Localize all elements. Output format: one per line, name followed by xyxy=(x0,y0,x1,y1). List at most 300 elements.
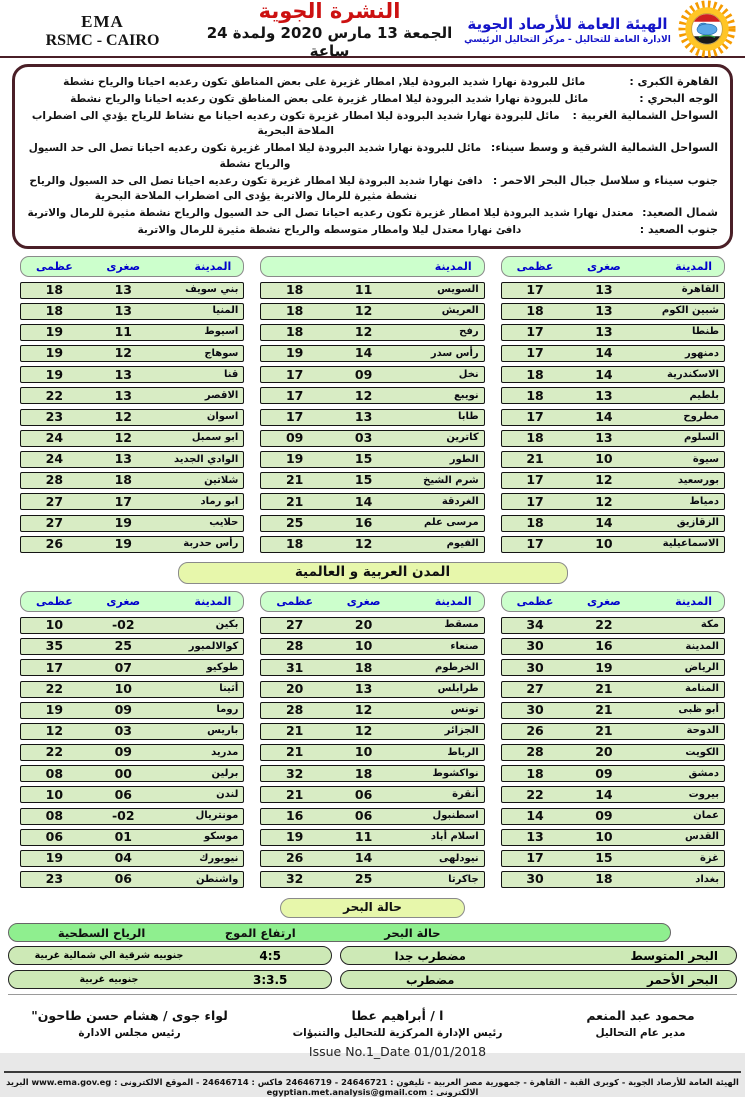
table-row xyxy=(501,366,725,383)
sea-state-banner: حالة البحر xyxy=(280,898,465,918)
max-temp-cell: 17 xyxy=(526,345,544,361)
city-name-cell: الرباط xyxy=(447,746,479,758)
max-temp-cell: 17 xyxy=(45,659,64,675)
table-row xyxy=(501,765,725,782)
org-dept-arabic: الادارة العامة للتحاليل - مركز التحاليل الرئيسي xyxy=(464,34,671,45)
min-temp-cell: 12 xyxy=(114,408,132,424)
city-name-cell: ابو رماد xyxy=(200,495,239,507)
signature-title: رئيس مجلس الادارة xyxy=(78,1026,181,1039)
header-city-label: المدينة xyxy=(675,259,712,273)
min-temp-cell: 06 xyxy=(354,807,373,823)
max-temp-cell: 19 xyxy=(45,366,64,382)
org-right-block xyxy=(464,0,739,58)
min-temp-cell: 06 xyxy=(354,786,373,802)
table-row xyxy=(20,659,244,676)
min-temp-cell: 18 xyxy=(595,871,613,887)
table-row xyxy=(501,659,725,676)
max-temp-cell: 19 xyxy=(285,345,304,361)
min-temp-cell: 14 xyxy=(354,345,373,361)
table-row xyxy=(20,765,244,782)
sea-state-header: حالة البحر xyxy=(384,925,441,940)
table-row xyxy=(501,430,725,447)
table-row xyxy=(20,451,244,468)
region-label: القاهرة الكبرى : xyxy=(629,75,718,88)
header-city-label: المدينة xyxy=(434,594,472,608)
city-name-cell: الطور xyxy=(449,453,479,465)
sea-wind-header: الرياح السطحية xyxy=(57,925,146,940)
table-row xyxy=(501,786,725,803)
table-row xyxy=(260,808,484,825)
max-temp-cell: 17 xyxy=(526,324,544,340)
city-name-cell: الوادي الجديد xyxy=(173,453,239,465)
table-row xyxy=(260,345,484,362)
signature-name: محمود عبد المنعم xyxy=(586,1008,695,1024)
max-temp-cell: 26 xyxy=(285,850,304,866)
min-temp-cell: 18 xyxy=(354,765,373,781)
city-table xyxy=(260,256,484,557)
min-temp-cell: 13 xyxy=(114,302,132,318)
table-row xyxy=(260,829,484,846)
table-row xyxy=(20,681,244,698)
city-name-cell: الرياض xyxy=(684,661,719,673)
table-row xyxy=(260,493,484,510)
min-temp-cell: 10 xyxy=(354,744,373,760)
min-temp-cell: 12 xyxy=(354,701,373,717)
city-name-cell: بلطيم xyxy=(689,389,719,401)
city-name-cell: لندن xyxy=(216,788,239,800)
min-temp-cell: 25 xyxy=(354,871,373,887)
header-city-label: المدينة xyxy=(675,594,712,608)
table-row xyxy=(260,472,484,489)
city-name-cell: بكين xyxy=(215,619,239,631)
table-row xyxy=(20,536,244,553)
table-row xyxy=(260,282,484,299)
table-row xyxy=(260,617,484,634)
city-name-cell: الجزائر xyxy=(444,725,479,737)
max-temp-cell: 08 xyxy=(45,807,64,823)
max-temp-cell: 10 xyxy=(45,786,64,802)
forecast-region-row xyxy=(27,223,718,239)
city-name-cell: واشنطن xyxy=(196,873,239,885)
city-name-cell: أثينا xyxy=(219,683,239,694)
max-temp-cell: 25 xyxy=(285,514,304,530)
table-row xyxy=(20,744,244,761)
city-name-cell: القاهرة xyxy=(681,284,719,295)
max-temp-cell: 18 xyxy=(526,514,544,530)
min-temp-cell: 14 xyxy=(595,514,613,530)
city-name-cell: نويبع xyxy=(453,389,479,401)
table-row xyxy=(501,515,725,532)
min-temp-cell: 13 xyxy=(354,680,373,696)
min-temp-cell: 17 xyxy=(114,493,132,509)
table-row xyxy=(501,282,725,299)
city-name-cell: القدس xyxy=(685,831,719,843)
svg-text:EMA: EMA xyxy=(701,17,713,23)
max-temp-cell: 17 xyxy=(285,387,304,403)
city-name-cell: السويس xyxy=(437,284,479,295)
city-name-cell: قنا xyxy=(223,368,239,380)
city-name-cell: نواكشوط xyxy=(432,767,479,779)
min-temp-cell: 14 xyxy=(354,850,373,866)
header-city-label: المدينة xyxy=(194,594,232,608)
table-row xyxy=(501,871,725,888)
min-temp-cell: 13 xyxy=(595,387,613,403)
header-min-label: صغرى xyxy=(106,259,141,273)
city-name-cell: روما xyxy=(216,704,239,716)
city-name-cell: المدينة xyxy=(685,640,719,652)
signatures xyxy=(8,994,737,1060)
max-temp-cell: 17 xyxy=(285,366,304,382)
min-temp-cell: 09 xyxy=(595,807,613,823)
header-min-label: صغرى xyxy=(346,594,381,608)
max-temp-cell: 30 xyxy=(526,638,544,654)
min-temp-cell: 21 xyxy=(595,701,613,717)
forecast-region-row xyxy=(27,141,718,173)
table-row xyxy=(501,808,725,825)
min-temp-cell: 13 xyxy=(354,408,373,424)
table-row xyxy=(501,617,725,634)
region-label: شمال الصعيد: xyxy=(642,206,718,219)
max-temp-cell: 27 xyxy=(526,680,544,696)
max-temp-cell: 18 xyxy=(526,430,544,446)
city-name-cell: أبو ظبى xyxy=(678,704,719,716)
table-row xyxy=(20,850,244,867)
city-name-cell: أنقرة xyxy=(452,788,479,800)
table-row xyxy=(260,659,484,676)
table-row xyxy=(260,451,484,468)
max-temp-cell: 24 xyxy=(45,430,64,446)
city-name-cell: بغداد xyxy=(695,873,719,885)
sea-table-rows xyxy=(8,946,737,989)
table-row xyxy=(260,723,484,740)
min-temp-cell: 12 xyxy=(595,472,613,488)
table-row xyxy=(260,303,484,320)
world-cities-banner: المدن العربية و العالمية xyxy=(178,562,568,584)
header-min-label: صغرى xyxy=(106,594,141,608)
table-row xyxy=(501,472,725,489)
signature-name: ا / أبراهيم عطا xyxy=(351,1008,444,1024)
min-temp-cell: 15 xyxy=(595,850,613,866)
min-temp-cell: 12 xyxy=(354,723,373,739)
table-row xyxy=(20,617,244,634)
max-temp-cell: 28 xyxy=(526,744,544,760)
table-row xyxy=(260,765,484,782)
table-row xyxy=(501,681,725,698)
table-row xyxy=(501,638,725,655)
city-name-cell: باريس xyxy=(207,725,239,737)
sea-state-banner-wrap xyxy=(0,896,745,918)
signature-title: مدير عام التحاليل xyxy=(595,1026,686,1039)
header-max-label: عظمى xyxy=(516,594,554,608)
region-label: جنوب سيناء و سلاسل جبال البحر الاحمر : xyxy=(492,173,718,187)
header-city-label: المدينة xyxy=(194,259,232,273)
city-name-cell: مكة xyxy=(700,619,719,631)
min-temp-cell: 19 xyxy=(114,514,132,530)
sea-wind-wave-pill xyxy=(8,946,332,965)
table-header-row xyxy=(501,256,725,277)
max-temp-cell: 19 xyxy=(45,701,64,717)
table-header-row xyxy=(20,591,244,612)
max-temp-cell: 18 xyxy=(526,302,544,318)
city-name-cell: الفيوم xyxy=(446,538,479,550)
region-forecast-text: مائل للبرودة نهارا شديد البرودة ليلا, امطار غزيرة على بعض المناطق تكون رعديه احيانا والرياح نشطة xyxy=(63,76,586,88)
max-temp-cell: 22 xyxy=(45,744,64,760)
table-row xyxy=(260,430,484,447)
city-name-cell: طرابلس xyxy=(437,683,479,694)
org-name-block xyxy=(464,11,671,46)
header-max-label: عظمى xyxy=(35,259,73,273)
min-temp-cell: 06 xyxy=(114,786,132,802)
city-name-cell: رأس سدر xyxy=(430,347,479,359)
min-temp-cell: 20 xyxy=(595,744,613,760)
table-row xyxy=(260,409,484,426)
max-temp-cell: 19 xyxy=(285,829,304,845)
min-temp-cell: 03 xyxy=(114,723,132,739)
table-row xyxy=(501,493,725,510)
min-temp-cell: 06 xyxy=(114,871,132,887)
header-min-label: صغرى xyxy=(587,259,621,273)
signature-analysis-director xyxy=(558,1007,723,1040)
table-row xyxy=(501,451,725,468)
region-forecast-text: دافئ نهارا شديد البرودة ليلا امطار غزيرة تكون رعديه احيانا تصل الى حد السيول والرياح نشطة مثيرة للرمال والاتربة يؤدى الى اضطراب الملاحة البحرية xyxy=(29,174,483,203)
city-table xyxy=(20,591,244,892)
city-name-cell: غزة xyxy=(700,852,719,864)
city-table xyxy=(20,256,244,557)
table-row xyxy=(501,536,725,553)
signature-board-chairman xyxy=(22,1007,237,1040)
ema-sun-logo-icon xyxy=(675,0,739,58)
sea-wave-header: ارتفاع الموج xyxy=(224,925,296,940)
max-temp-cell: 09 xyxy=(285,430,304,446)
city-name-cell: مونتريال xyxy=(195,810,239,822)
sea-state-cell: مضطرب جدا xyxy=(394,948,466,963)
table-header-row xyxy=(260,591,484,612)
max-temp-cell: 17 xyxy=(526,493,544,509)
max-temp-cell: 24 xyxy=(45,451,64,467)
city-name-cell: بني سويف xyxy=(185,284,239,295)
table-header-row xyxy=(501,591,725,612)
table-row xyxy=(20,409,244,426)
table-row xyxy=(501,387,725,404)
forecast-box xyxy=(12,64,733,249)
table-row xyxy=(501,702,725,719)
max-temp-cell: 17 xyxy=(526,408,544,424)
city-name-cell: طنطا xyxy=(691,326,719,338)
city-name-cell: مدريد xyxy=(211,746,239,758)
max-temp-cell: 21 xyxy=(285,786,304,802)
forecast-region-row xyxy=(27,75,718,91)
city-name-cell: نيويورك xyxy=(199,852,239,864)
table-row xyxy=(260,387,484,404)
min-temp-cell: 18 xyxy=(354,659,373,675)
table-row xyxy=(260,536,484,553)
max-temp-cell: 19 xyxy=(45,345,64,361)
min-temp-cell: -02 xyxy=(111,807,135,823)
sea-state-table xyxy=(8,923,737,989)
city-name-cell: الاسماعيلية xyxy=(662,538,719,550)
egypt-city-tables xyxy=(0,254,745,557)
table-row xyxy=(260,850,484,867)
forecast-region-row xyxy=(27,206,718,222)
max-temp-cell: 12 xyxy=(45,723,64,739)
table-row xyxy=(20,515,244,532)
table-row xyxy=(20,808,244,825)
table-row xyxy=(20,345,244,362)
signature-name: لواء جوى / هشام حسن طاحون" xyxy=(31,1008,228,1024)
max-temp-cell: 21 xyxy=(285,493,304,509)
city-name-cell: عمان xyxy=(693,810,719,822)
min-temp-cell: 19 xyxy=(595,659,613,675)
table-row xyxy=(501,409,725,426)
title-block xyxy=(195,0,464,60)
max-temp-cell: 27 xyxy=(45,493,64,509)
max-temp-cell: 22 xyxy=(526,786,544,802)
city-name-cell: دمنهور xyxy=(684,347,719,359)
min-temp-cell: 11 xyxy=(354,829,373,845)
city-name-cell: الخرطوم xyxy=(435,661,479,673)
min-temp-cell: 21 xyxy=(595,680,613,696)
table-row xyxy=(20,324,244,341)
min-temp-cell: 10 xyxy=(595,451,613,467)
min-temp-cell: 12 xyxy=(354,302,373,318)
table-row xyxy=(260,324,484,341)
city-name-cell: مسقط xyxy=(444,619,479,631)
table-row xyxy=(501,303,725,320)
max-temp-cell: 18 xyxy=(285,536,304,551)
max-temp-cell: 18 xyxy=(285,324,304,340)
city-name-cell: الاقصر xyxy=(204,389,239,401)
table-row xyxy=(20,723,244,740)
issue-line: Issue No.1_Date 01/01/2018 xyxy=(308,1043,487,1059)
city-name-cell: كوالالمبور xyxy=(188,640,239,652)
signature-title: رئيس الإدارة المركزية للتحاليل والتنبؤات xyxy=(292,1026,503,1039)
max-temp-cell: 21 xyxy=(285,472,304,488)
sea-row xyxy=(8,946,737,965)
min-temp-cell: 11 xyxy=(354,281,373,297)
min-temp-cell: 09 xyxy=(114,744,132,760)
sea-wind-cell: جنوبيه شرقية الي شمالية غربية xyxy=(34,950,184,962)
city-name-cell: رفح xyxy=(459,326,479,338)
min-temp-cell: 19 xyxy=(114,536,132,551)
table-row xyxy=(20,366,244,383)
max-temp-cell: 35 xyxy=(45,638,64,654)
max-temp-cell: 18 xyxy=(526,366,544,382)
max-temp-cell: 20 xyxy=(285,680,304,696)
max-temp-cell: 21 xyxy=(285,723,304,739)
city-name-cell: المنيا xyxy=(212,305,239,317)
region-forecast-text: مائل للبرودة نهارا شديد البرودة ليلا امطار غزيرة تكون رعديه احيانا مع نشاط للرياح يؤدي الى اضطراب الملاحة البحرية xyxy=(31,109,560,138)
max-temp-cell: 10 xyxy=(45,617,64,633)
max-temp-cell: 18 xyxy=(526,387,544,403)
max-temp-cell: 32 xyxy=(285,765,304,781)
table-row xyxy=(260,744,484,761)
min-temp-cell: 14 xyxy=(595,408,613,424)
city-name-cell: دمياط xyxy=(689,495,719,507)
min-temp-cell: 12 xyxy=(354,536,373,551)
ema-abbrev: EMA xyxy=(81,12,124,32)
min-temp-cell: 10 xyxy=(354,638,373,654)
city-name-cell: حلايب xyxy=(209,517,239,529)
table-row xyxy=(20,282,244,299)
min-temp-cell: 14 xyxy=(354,493,373,509)
city-name-cell: رأس حدربة xyxy=(183,538,239,550)
max-temp-cell: 27 xyxy=(285,617,304,633)
max-temp-cell: 30 xyxy=(526,659,544,675)
max-temp-cell: 19 xyxy=(45,850,64,866)
max-temp-cell: 28 xyxy=(285,701,304,717)
region-forecast-text: مائل للبرودة نهارا شديد البرودة ليلا امطار غزيرة تكون رعديه احيانا تصل الى حد السيول والرياح نشطة xyxy=(28,142,482,170)
min-temp-cell: 13 xyxy=(595,324,613,340)
header-max-label: عظمى xyxy=(35,594,73,608)
min-temp-cell: 07 xyxy=(114,659,132,675)
table-row xyxy=(20,387,244,404)
city-name-cell: دمشق xyxy=(688,767,719,779)
min-temp-cell: 12 xyxy=(114,345,132,361)
table-row xyxy=(501,723,725,740)
max-temp-cell: 34 xyxy=(526,617,544,633)
table-row xyxy=(501,744,725,761)
max-temp-cell: 18 xyxy=(45,281,64,297)
table-header-row xyxy=(20,256,244,277)
max-temp-cell: 18 xyxy=(285,302,304,318)
region-forecast-text: دافئ نهارا معتدل ليلا وامطار متوسطه والرياح نشطة مثيرة للرمال والاتربة xyxy=(137,223,522,236)
header-max-label: عظمى xyxy=(516,259,554,273)
max-temp-cell: 26 xyxy=(45,536,64,551)
city-name-cell: مطروح xyxy=(683,411,719,423)
city-table xyxy=(260,591,484,892)
sea-state-cell: مضطرب xyxy=(406,972,455,987)
forecast-region-row xyxy=(27,174,718,206)
min-temp-cell: 21 xyxy=(595,723,613,739)
min-temp-cell: 15 xyxy=(354,472,373,488)
max-temp-cell: 30 xyxy=(526,701,544,717)
sea-table-header xyxy=(8,923,671,942)
city-table xyxy=(501,256,725,557)
region-label: السواحل الشمالية الشرقية و وسط سيناء: xyxy=(490,141,718,154)
table-row xyxy=(20,303,244,320)
max-temp-cell: 17 xyxy=(526,850,544,866)
min-temp-cell: 13 xyxy=(595,281,613,297)
forecast-region-row xyxy=(27,92,718,108)
min-temp-cell: 12 xyxy=(114,430,132,446)
sea-name-cell: البحر الأحمر xyxy=(646,972,718,987)
city-name-cell: اسوان xyxy=(206,411,239,423)
table-row xyxy=(20,786,244,803)
org-left-block xyxy=(10,8,195,50)
min-temp-cell: 13 xyxy=(114,451,132,467)
min-temp-cell: 13 xyxy=(114,387,132,403)
min-temp-cell: 00 xyxy=(114,765,132,781)
min-temp-cell: 12 xyxy=(354,387,373,403)
min-temp-cell: 03 xyxy=(354,430,373,446)
max-temp-cell: 18 xyxy=(285,281,304,297)
min-temp-cell: 14 xyxy=(595,366,613,382)
city-name-cell: تونس xyxy=(450,704,479,716)
max-temp-cell: 23 xyxy=(45,408,64,424)
sea-state-name-pill xyxy=(340,946,737,965)
city-name-cell: بيروت xyxy=(688,788,719,800)
min-temp-cell: 09 xyxy=(354,366,373,382)
city-name-cell: سوهاج xyxy=(204,347,239,359)
city-name-cell: اسطنبول xyxy=(432,810,479,822)
city-name-cell: العريش xyxy=(441,305,479,317)
region-forecast-text: مائل للبرودة نهارا شديد البرودة ليلا امطار غزيرة على بعض المناطق تكون رعديه احيانا والرياح نشطة xyxy=(70,92,589,105)
min-temp-cell: 13 xyxy=(595,430,613,446)
city-name-cell: الكويت xyxy=(685,746,719,758)
max-temp-cell: 17 xyxy=(526,472,544,488)
table-row xyxy=(501,324,725,341)
city-name-cell: ابو سمبل xyxy=(191,432,239,444)
